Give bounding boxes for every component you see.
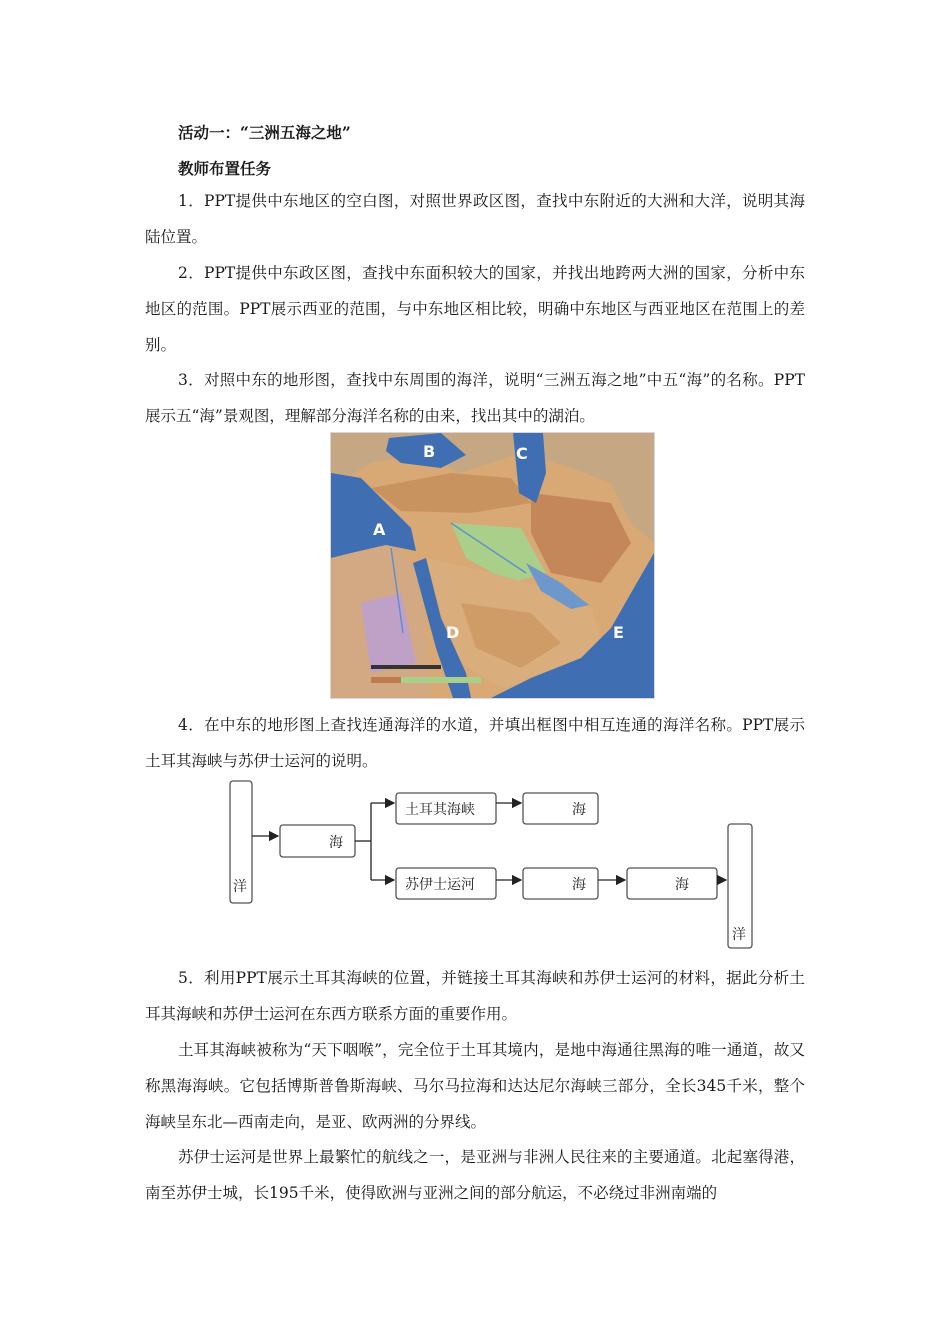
ocean-left-label: 洋 — [233, 879, 247, 895]
sea-3-box — [523, 868, 598, 899]
map-label-e: E — [613, 623, 624, 642]
sea-4-box — [627, 868, 717, 899]
material-turkish-strait: 土耳其海峡被称为“天下咽喉”，完全位于土耳其境内，是地中海通往黑海的唯一通道，故又称黑海海峡。它包括博斯普鲁斯海峡、马尔马拉海和达达尼尔海峡三部分，全长345千米，整个海峡呈东北—西南走向，是亚、欧两洲的分界线。 — [145, 1041, 805, 1131]
task-1: 1．PPT提供中东地区的空白图，对照世界政区图，查找中东附近的大洲和大洋，说明其海陆位置。 — [145, 192, 805, 246]
sea-1-box — [280, 825, 355, 857]
flowchart-svg — [225, 776, 765, 954]
sea-2-label: 海 — [572, 802, 586, 818]
task-5: 5．利用PPT展示土耳其海峡的位置，并链接土耳其海峡和苏伊士运河的材料，据此分析土耳其海峡和苏伊士运河在东西方联系方面的重要作用。 — [145, 969, 805, 1023]
map-label-a: A — [373, 520, 386, 539]
sea-2-box — [523, 793, 598, 824]
turkish-strait-label: 土耳其海峡 — [405, 802, 475, 818]
suez-canal-label: 苏伊士运河 — [405, 877, 475, 893]
sea-1-label: 海 — [329, 835, 343, 851]
map-label-c: C — [516, 444, 528, 463]
activity-title: 活动一：“三洲五海之地” — [178, 123, 351, 142]
terrain-map-svg — [331, 433, 654, 698]
map-label-b: B — [423, 442, 436, 461]
task-2: 2．PPT提供中东政区图，查找中东面积较大的国家，并找出地跨两大洲的国家，分析中东地区的范围。PPT展示西亚的范围，与中东地区相比较，明确中东地区与西亚地区在范围上的差别。 — [145, 264, 805, 354]
map-label-d: D — [446, 623, 460, 642]
sea-connection-flowchart — [225, 776, 765, 954]
task-4: 4．在中东的地形图上查找连通海洋的水道，并填出框图中相互连通的海洋名称。PPT展示土耳其海峡与苏伊士运河的说明。 — [145, 716, 805, 770]
task-heading: 教师布置任务 — [178, 159, 272, 178]
material-suez-canal: 苏伊士运河是世界上最繁忙的航线之一，是亚洲与非洲人民往来的主要通道。北起塞得港，南至苏伊士城，长195千米，使得欧洲与亚洲之间的部分航运，不必绕过非洲南端的 — [145, 1148, 805, 1202]
ocean-right-label: 洋 — [732, 927, 746, 943]
middle-east-terrain-map — [330, 432, 655, 699]
task-3: 3．对照中东的地形图，查找中东周围的海洋，说明“三洲五海之地”中五“海”的名称。PPT展示五“海”景观图，理解部分海洋名称的由来，找出其中的湖泊。 — [145, 371, 805, 425]
sea-3-label: 海 — [572, 877, 586, 893]
sea-4-label: 海 — [675, 877, 689, 893]
